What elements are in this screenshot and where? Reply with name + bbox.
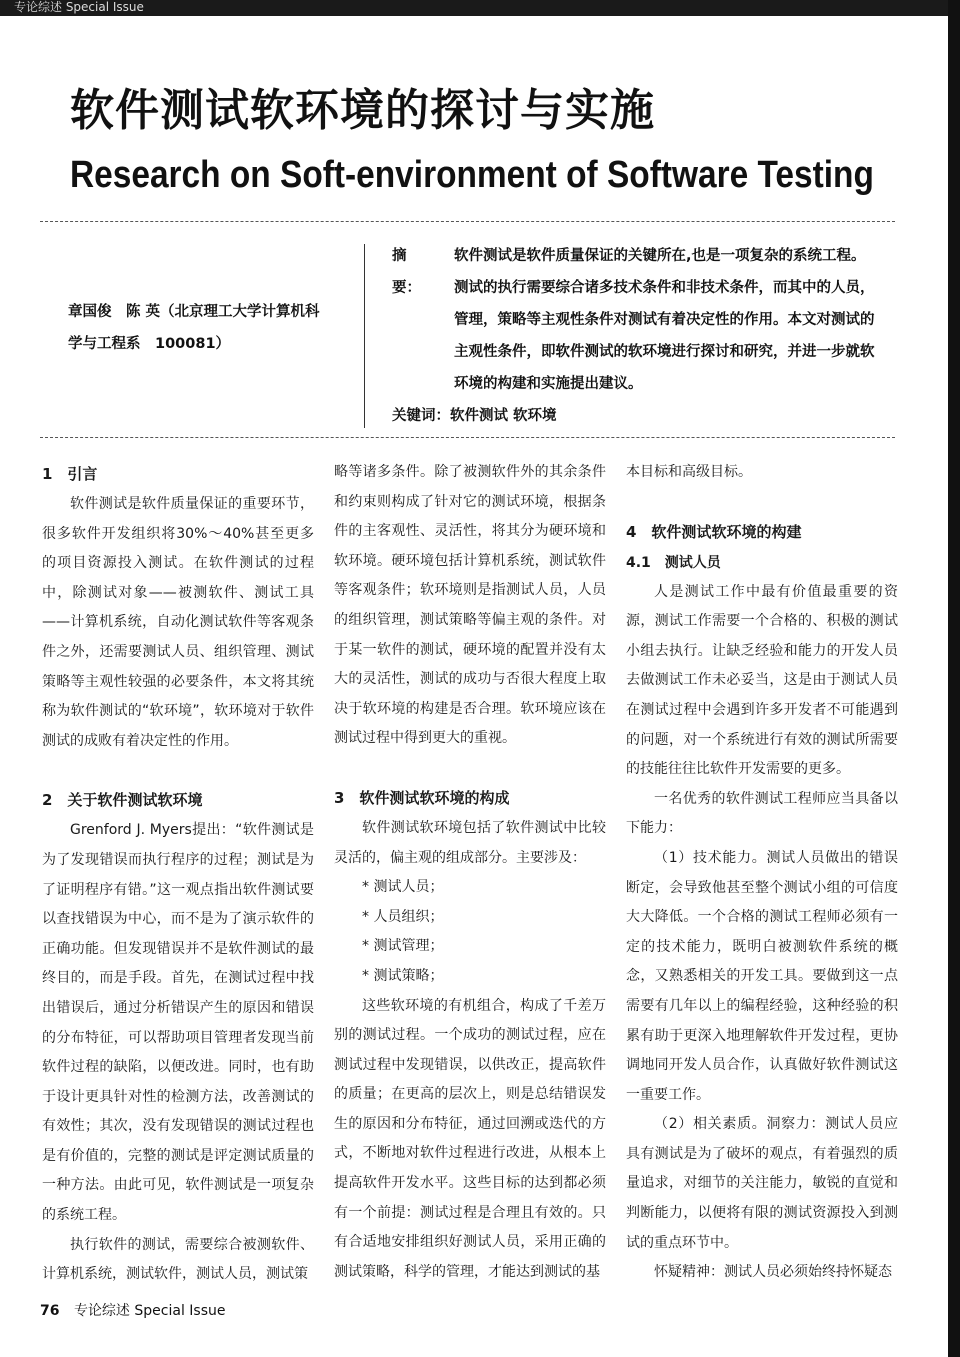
running-head: 专论综述 Special Issue <box>14 0 144 14</box>
section-4-1-paragraph-5: 怀疑精神：测试人员必须始终持怀疑态 <box>654 1264 892 1281</box>
abstract-line: 环境的构建和实施提出建议。 <box>454 376 643 392</box>
section-4-title: 4 软件测试软环境的构建 <box>626 522 802 541</box>
title-english: Research on Soft-environment of Software Testing <box>70 154 874 196</box>
abstract-text <box>454 240 898 400</box>
author-line-1: 章国俊 陈 英（北京理工大学计算机科 <box>68 304 320 320</box>
title-divider <box>40 221 895 222</box>
abstract-line: 管理，策略等主观性条件对测试有着决定性的作用。本文对测试的 <box>454 312 875 328</box>
author-block <box>68 296 358 360</box>
section-2-paragraph: Grenford J. Myers提出：“软件测试是为了发现错误而执行程序的过程；测试是为了证明程序有错。”这一观点指出软件测试要以查找错误为中心，而不是为了演示软件的正确功能。但发现错误并不是软件测试的最终目的，而是手段。首先，在测试过程中找出错误后，通过分析错误产生的原因和错误的分布特征，可以帮助项目管理者发现当前软件过程的缺陷，以便改进。同时，也有助于设计更具针对性的检测方法，改善测试的有效性；其次，没有发现错误的测试过程也是有价值的，完整的测试是评定测试质量的一种方法。由此可见，软件测试是一项复杂的系统工程。 <box>42 822 314 1224</box>
bullet-item: * 测试策略； <box>362 967 444 984</box>
column-1 <box>42 458 314 1290</box>
abstract-divider <box>364 244 365 428</box>
footer-label: 专论综述 Special Issue <box>73 1303 226 1319</box>
bullet-item: * 人员组织； <box>362 908 444 925</box>
section-1-paragraph: 软件测试是软件质量保证的重要环节，很多软件开发组织将30%～40%甚至更多的项目资源投入测试。在软件测试的过程中，除测试对象——被测软件、测试工具——计算机系统，自动化测试软件等客观条件之外，还需要测试人员、组织管理、测试策略等主观性较强的必要条件，本文将其统称为软件测试的“软环境”，软环境对于软件测试的成败有着决定性的作用。 <box>42 496 314 749</box>
abstract-line: 测试的执行需要综合诸多技术条件和非技术条件，而其中的人员， <box>454 280 875 296</box>
section-4-1-title: 4.1 测试人员 <box>626 554 721 571</box>
abstract-line: 软件测试是软件质量保证的关键所在,也是一项复杂的系统工程。 <box>454 248 866 264</box>
column-2-continuation: 略等诸多条件。除了被测软件外的其余条件和约束则构成了针对它的测试环境，根据条件的主客观性、灵活性，将其分为硬环境和软环境。硬环境包括计算机系统，测试软件等客观条件；软环境则是指测试人员，人员的组织管理，测试策略等偏主观的条件。对于某一软件的测试，硬环境的配置并没有太大的灵活性，测试的成功与否很大程度上取决于软环境的构建是否合理。软环境应该在测试过程中得到更大的重视。 <box>334 464 606 747</box>
column-3-continuation: 本目标和高级目标。 <box>626 464 752 480</box>
keywords-row <box>392 400 898 432</box>
abstract-label: 摘 要： <box>392 248 421 296</box>
author-line-2: 学与工程系 100081） <box>68 336 231 352</box>
abstract-block <box>392 240 898 432</box>
column-3 <box>626 458 898 1288</box>
page-number: 76 <box>40 1303 60 1319</box>
abstract-line: 主观性条件，即软件测试的软环境进行探讨和研究，并进一步就软 <box>454 344 875 360</box>
section-4-1-paragraph: 人是测试工作中最有价值最重要的资源，测试工作需要一个合格的、积极的测试小组去执行。让缺乏经验和能力的开发人员去做测试工作未必妥当，这是由于测试人员在测试过程中会遇到许多开发者不可能遇到的问题，对一个系统进行有效的测试所需要的技能往往比软件开发需要的更多。 <box>626 583 898 778</box>
page-footer <box>40 1300 225 1320</box>
column-2 <box>334 458 606 1287</box>
section-4-1-paragraph-4: （2）相关素质。洞察力：测试人员应具有测试是为了破坏的观点，有着强烈的质量追求，对细节的关注能力，敏锐的直觉和判断能力，以便将有限的测试资源投入到测试的重点环节中。 <box>626 1116 898 1251</box>
section-4-1-paragraph-3: （1）技术能力。测试人员做出的错误断定，会导致他甚至整个测试小组的可信度大大降低。一个合格的测试工程师必须有一定的技术能力，既明白被测软件系统的概念，又熟悉相关的开发工具。要做到这一点需要有几年以上的编程经验，这种经验的积累有助于更深入地理解软件开发过程，更协调地同开发人员合作，认真做好软件测试这一重要工作。 <box>626 849 898 1103</box>
title-chinese: 软件测试软环境的探讨与实施 <box>70 85 655 136</box>
page-edge-bar <box>948 0 960 1357</box>
section-4-1-paragraph-2: 一名优秀的软件测试工程师应当具备以下能力： <box>626 790 898 837</box>
bullet-item: * 测试人员； <box>362 879 444 896</box>
section-2-paragraph-2: 执行软件的测试，需要综合被测软件、计算机系统，测试软件，测试人员，测试策 <box>42 1236 314 1283</box>
abstract-bottom-divider <box>40 437 895 438</box>
running-head-bar <box>0 0 948 16</box>
keywords-label: 关键词： <box>392 408 450 424</box>
section-2-title: 2 关于软件测试软环境 <box>42 791 203 810</box>
bullet-item: * 测试管理； <box>362 938 444 955</box>
section-3-paragraph-2: 这些软环境的有机组合，构成了千差万别的测试过程。一个成功的测试过程，应在测试过程中发现错误，以供改正，提高软件的质量；在更高的层次上，则是总结错误发生的原因和分布特征，通过回溯或迭代的方式，不断地对软件过程进行改进，从根本上提高软件开发水平。这些目标的达到都必须有一个前提：测试过程是合理且有效的。只有合适地安排组织好测试人员，采用正确的测试策略，科学的管理，才能达到测试的基 <box>334 997 606 1280</box>
section-1-title: 1 引言 <box>42 465 98 483</box>
section-3-title: 3 软件测试软环境的构成 <box>334 788 510 807</box>
keywords: 软件测试 软环境 <box>450 408 557 424</box>
section-3-paragraph: 软件测试软环境包括了软件测试中比较灵活的，偏主观的组成部分。主要涉及： <box>334 819 606 866</box>
